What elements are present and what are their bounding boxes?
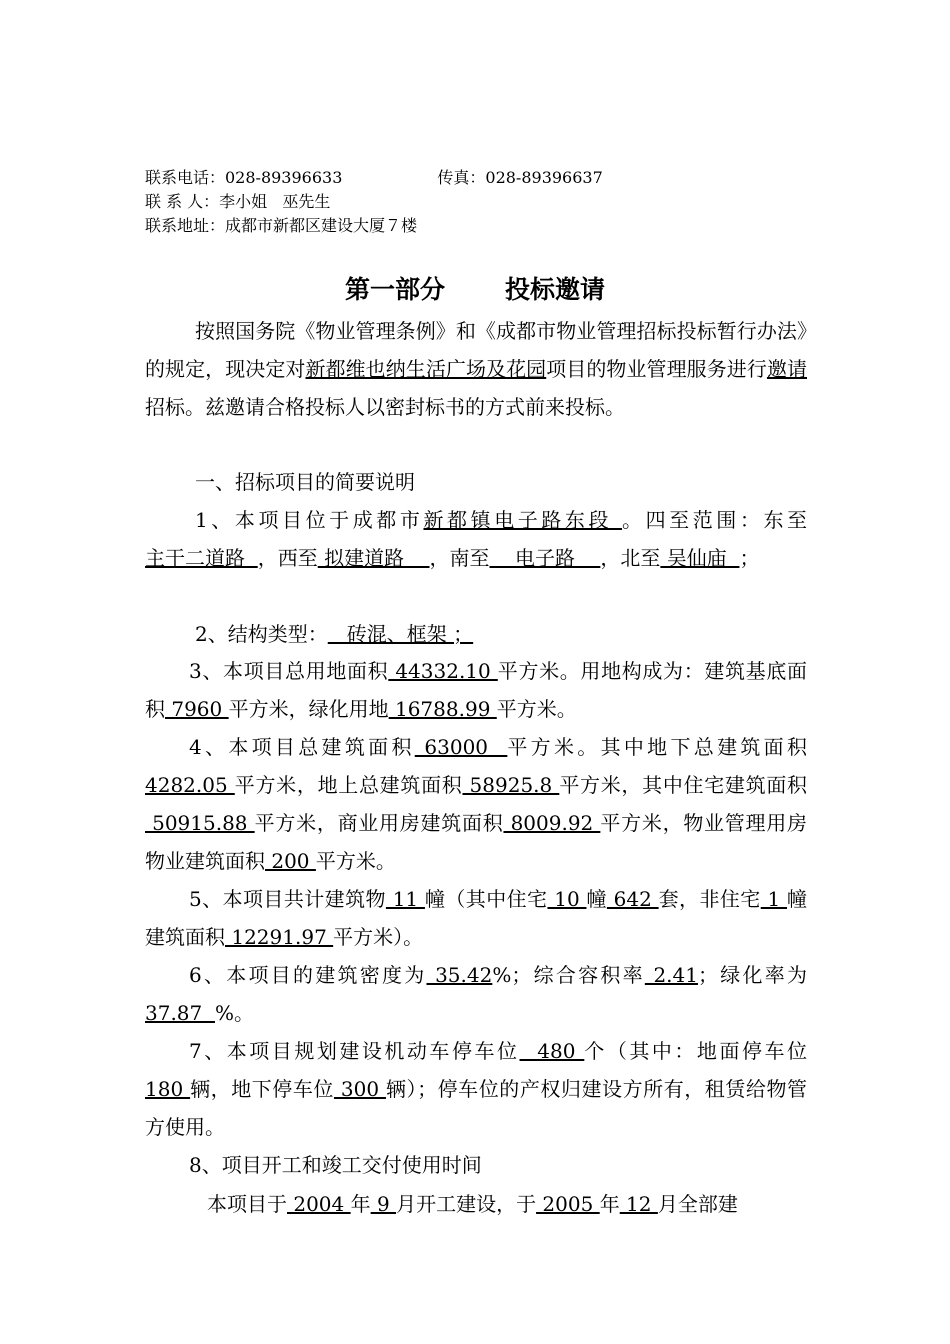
item8-text-4: 年	[599, 1192, 620, 1216]
item5-text-4: 套，非住宅	[658, 887, 761, 911]
location-value: 新都镇电子路东段	[423, 508, 622, 532]
item1-text-6: ；	[739, 546, 760, 570]
item7-text-4: 辆）；停车位的产权归建设方所有，租赁给物管方使用。	[145, 1077, 808, 1139]
underground-area: 4282.05	[145, 773, 235, 797]
invite-type: 邀请	[766, 357, 807, 381]
contact-phone-line	[145, 165, 603, 190]
item8-text-1: 本项目于	[207, 1192, 287, 1216]
green-rate: 37.87	[145, 1001, 215, 1025]
item-7-parking	[145, 1032, 807, 1146]
section-title	[0, 270, 950, 306]
item7-text-1: 7、本项目规划建设机动车停车位	[189, 1039, 520, 1063]
item3-text-2: 平方米。用地构成为：建筑基底面积	[145, 659, 807, 721]
total-build-area: 63000	[414, 735, 508, 759]
item6-text-2: %；综合容积率	[492, 963, 645, 987]
item-3-land	[145, 652, 807, 728]
item1-text-2: 。四至范围：东至	[622, 508, 808, 532]
item-6-density	[145, 956, 807, 1032]
item4-text-1: 4、本项目总建筑面积	[189, 735, 415, 759]
item8-text-3: 月开工建设，于	[396, 1192, 537, 1216]
nonresidential-area: 12291.97	[225, 925, 334, 949]
item4-text-4: 平方米，其中住宅建筑面积	[559, 773, 808, 797]
contact-phone: 联系电话：028-89396633	[145, 168, 343, 187]
unit-count: 642	[606, 887, 659, 911]
residential-building-count: 10	[547, 887, 587, 911]
item7-text-2: 个（其中：地面停车位	[584, 1039, 807, 1063]
commercial-area: 8009.92	[503, 811, 601, 835]
item1-text-5: ，北至	[600, 546, 661, 570]
item5-text-5: 幢建筑面积	[145, 887, 808, 949]
item1-text-1: 1、本项目位于成都市	[195, 508, 424, 532]
item5-text-3: 幢	[586, 887, 607, 911]
base-area: 7960	[165, 697, 229, 721]
item-2-structure	[145, 615, 807, 653]
intro-paragraph	[145, 312, 807, 426]
north-boundary: 吴仙庙	[660, 546, 740, 570]
item8-text-2: 年	[350, 1192, 371, 1216]
item6-text-4: %。	[214, 1001, 254, 1025]
item4-text-6: 平方米，物业管理用房物业建筑面积	[145, 811, 808, 873]
building-density: 35.42	[426, 963, 493, 987]
start-month: 9	[370, 1192, 397, 1216]
item-5-buildings	[145, 880, 807, 956]
residential-area: 50915.88	[145, 811, 255, 835]
item7-text-3: 辆，地下停车位	[190, 1077, 334, 1101]
total-land-area: 44332.10	[388, 659, 498, 683]
item3-text-3: 平方米，绿化用地	[228, 697, 389, 721]
section-part: 第一部分	[344, 275, 445, 304]
above-ground-area: 58925.8	[462, 773, 560, 797]
item1-text-4: ，南至	[429, 546, 490, 570]
heading-project-summary: 一、招标项目的简要说明	[195, 470, 415, 494]
item5-text-1: 5、本项目共计建筑物	[189, 887, 386, 911]
item3-text-1: 3、本项目总用地面积	[189, 659, 389, 683]
project-name: 新都维也纳生活广场及花园	[305, 357, 547, 381]
intro-text-1: 按照国务院《物业管理条例》和《成都市物业管理招标投标暂行办法》的规定，现决定对	[145, 319, 807, 381]
underground-parking: 300	[333, 1077, 386, 1101]
parking-total: 480	[519, 1039, 585, 1063]
item-8-heading: 8、项目开工和竣工交付使用时间	[189, 1153, 482, 1177]
south-boundary: 电子路	[489, 546, 601, 570]
item-4-building-area	[145, 728, 807, 880]
east-boundary: 主干二道路	[145, 546, 258, 570]
section-name: 投标邀请	[505, 275, 606, 304]
intro-text-2: 项目的物业管理服务进行	[546, 357, 767, 381]
contact-fax: 传真：028-89396637	[437, 168, 603, 187]
item5-text-6: 平方米）。	[333, 925, 424, 949]
item4-text-3: 平方米，地上总建筑面积	[234, 773, 463, 797]
ground-parking: 180	[145, 1077, 191, 1101]
item6-text-1: 6、本项目的建筑密度为	[189, 963, 427, 987]
contact-person: 联 系 人：李小姐 巫先生	[145, 192, 331, 211]
floor-area-ratio: 2.41	[644, 963, 698, 987]
item6-text-3: ；绿化率为	[697, 963, 807, 987]
management-area: 200	[265, 849, 316, 873]
west-boundary: 拟建道路	[317, 546, 430, 570]
intro-text-3: 招标。兹邀请合格投标人以密封标书的方式前来投标。	[145, 395, 625, 419]
building-count: 11	[385, 887, 425, 911]
item4-text-2: 平方米。其中地下总建筑面积	[507, 735, 807, 759]
structure-type: 砖混、框架 ；	[327, 622, 474, 646]
item5-text-2: 幢（其中住宅	[424, 887, 548, 911]
end-year: 2005	[536, 1192, 600, 1216]
item4-text-5: 平方米，商业用房建筑面积	[254, 811, 504, 835]
end-month: 12	[619, 1192, 658, 1216]
item3-text-4: 平方米。	[496, 697, 577, 721]
start-year: 2004	[287, 1192, 351, 1216]
contact-address: 联系地址：成都市新都区建设大厦７楼	[145, 216, 418, 235]
nonresidential-building-count: 1	[760, 887, 788, 911]
item4-text-7: 平方米。	[315, 849, 396, 873]
item-8-schedule	[145, 1185, 807, 1223]
green-land-area: 16788.99	[388, 697, 497, 721]
item8-text-5: 月全部建	[657, 1192, 738, 1216]
item2-text-1: 2、结构类型：	[195, 622, 328, 646]
item-1-location	[145, 501, 807, 577]
item1-text-3: ，西至	[257, 546, 318, 570]
